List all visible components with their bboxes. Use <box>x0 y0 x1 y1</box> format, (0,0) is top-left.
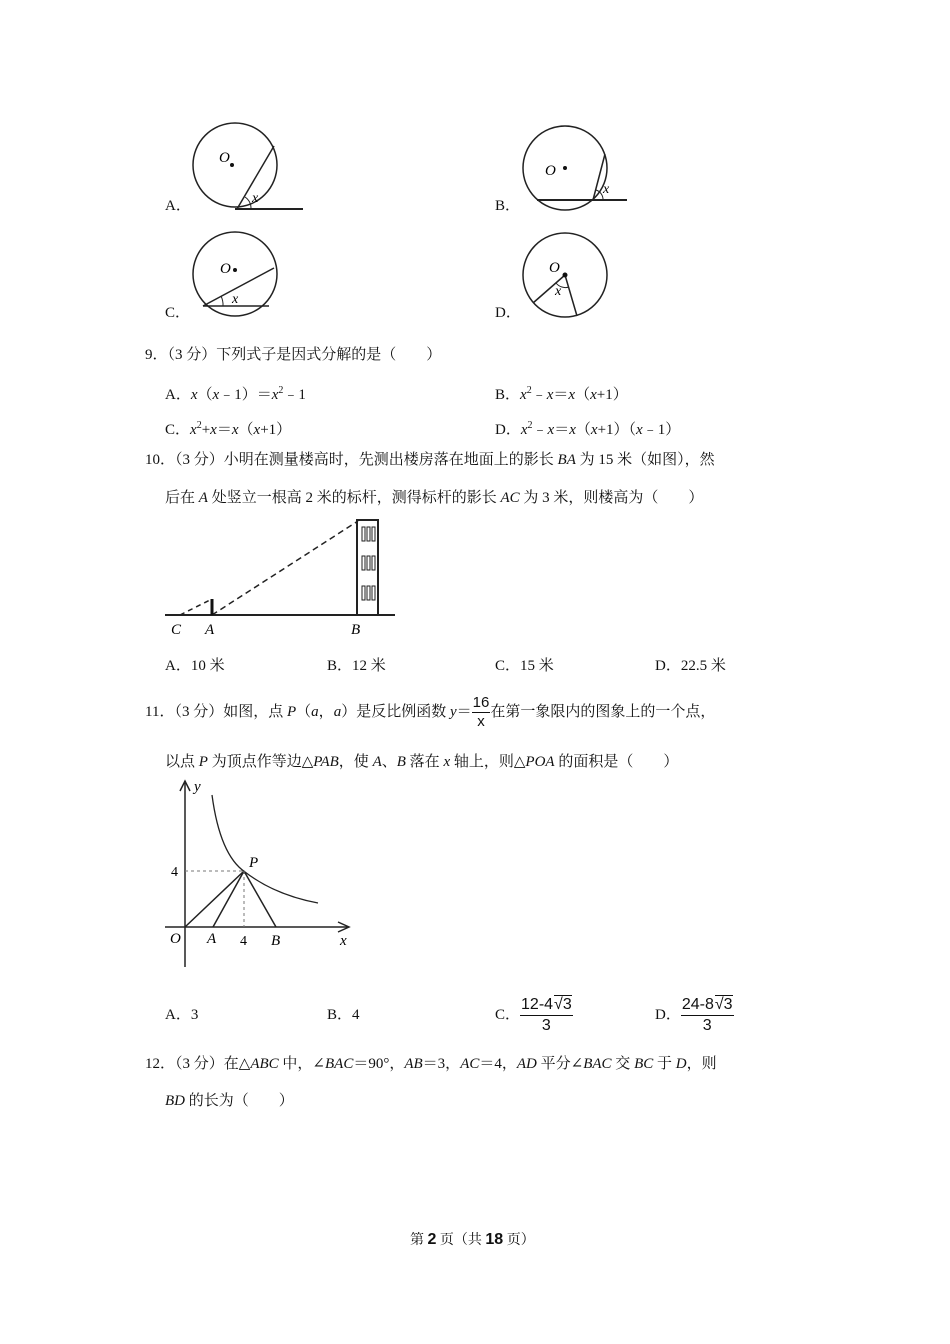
q9-option-b: B．$x^2﹣x=x(x+1)$ <box>495 385 628 403</box>
q9-score: （3 分） <box>167 347 217 363</box>
q10-option-a: A．10 米 <box>165 658 225 674</box>
q11-label-b: B <box>271 933 281 949</box>
q8-figure-d <box>515 228 640 323</box>
q11-label-p: P <box>249 855 259 871</box>
q11-label-x: x <box>340 933 347 949</box>
q11-option-b: B．4 <box>327 1007 360 1023</box>
q8-figure-a-svg <box>185 120 310 215</box>
q8-option-c: C． <box>165 305 191 321</box>
page-number: 2 <box>427 1231 437 1248</box>
q11-figure <box>160 775 360 975</box>
q10-option-b: B．12 米 <box>327 658 386 674</box>
q9-option-d: D．$x^2﹣x=x(x+1)(x﹣1)$ <box>495 420 681 438</box>
q12-stem-line1: 12．（3 分）在△ABC 中，∠BAC＝90°，AB＝3，AC＝4，AD 平分∠BAC 交 BC 于 D，则 <box>145 1056 717 1072</box>
q11-option-c: C． $\frac{12-4√3}{3}$ <box>495 996 572 1035</box>
q10-option-d: D．22.5 米 <box>655 658 726 674</box>
q9-stem <box>145 345 441 365</box>
q9-option-c: C．$x^2+x=x(x+1)$ <box>165 420 292 438</box>
q11-tick-y: 4 <box>171 865 178 880</box>
q11-stem-line2: 以点 P 为顶点作等边△PAB，使 A、B 落在 x 轴上，则△POA 的面积是（ ） <box>165 754 679 770</box>
q11-label-o: O <box>170 931 181 947</box>
q8-option-b: B． <box>495 198 521 214</box>
q10-label-c: C <box>171 622 182 638</box>
q11-option-a: A．3 <box>165 1007 199 1023</box>
q11-label-a: A <box>207 931 217 947</box>
q9-number: 9． <box>145 347 168 363</box>
q11-tick-x: 4 <box>240 934 247 949</box>
svg-text:x: x <box>232 292 239 307</box>
q9-option-a: A．$x(x﹣1)=x^2﹣1$ <box>165 385 306 403</box>
q11-stem-line1: 11．（3 分）如图，点 P（a，a）是反比例函数 y＝ $\frac{16}{x}$ 在第一象限内的图象上的一个点， <box>145 694 716 730</box>
svg-text:x: x <box>555 284 562 299</box>
svg-text:x: x <box>603 182 610 197</box>
q12-stem-line2: BD 的长为（ ） <box>165 1093 294 1109</box>
q9-text: 下列式子是因式分解的是（ ） <box>216 347 442 363</box>
q10-figure <box>160 515 400 640</box>
q10-stem-line1: 10．（3 分）小明在测量楼高时，先测出楼房落在地面上的影长 BA 为 15 米（如图），然 <box>145 452 715 468</box>
q11-option-d: D． $\frac{24-8√3}{3}$ <box>655 996 733 1035</box>
q8-option-d: D． <box>495 305 521 321</box>
q10-label-a: A <box>205 622 215 638</box>
svg-text:x: x <box>252 191 259 206</box>
q8-figure-c <box>185 228 310 323</box>
q8-option-a: A． <box>165 198 191 214</box>
q11-label-y: y <box>194 779 201 795</box>
q10-stem-line2: 后在 A 处竖立一根高 2 米的标杆，测得标杆的影长 AC 为 3 米，则楼高为（ ） <box>165 490 704 506</box>
q10-label-b: B <box>351 622 361 638</box>
svg-text:O: O <box>220 261 231 277</box>
svg-text:O: O <box>545 163 556 179</box>
page-footer: 第 2 页（共 18 页） <box>410 1231 535 1248</box>
q10-option-c: C．15 米 <box>495 658 554 674</box>
q11-fraction: $\frac{16}{x}$ <box>472 694 490 730</box>
svg-text:O: O <box>549 260 560 276</box>
q8-figure-b <box>515 120 640 215</box>
q8-figure-a <box>185 120 310 215</box>
svg-text:O: O <box>219 150 230 166</box>
page-total: 18 <box>485 1231 504 1248</box>
